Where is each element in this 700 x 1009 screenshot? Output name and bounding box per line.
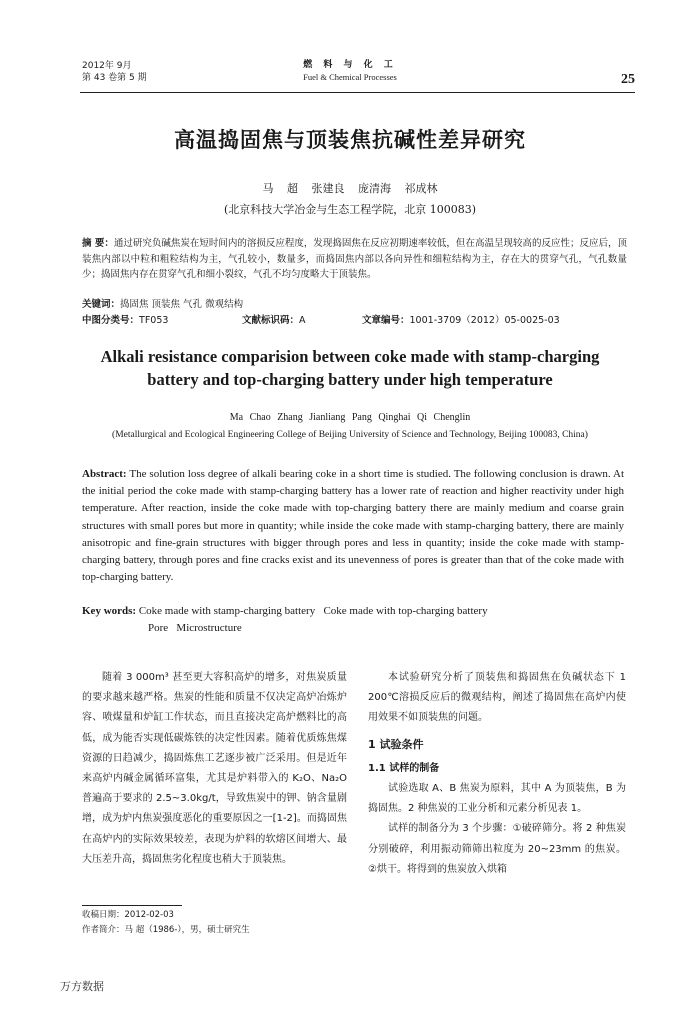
paper-title-en-line1: Alkali resistance comparision between coke made with stamp-charging [100, 347, 600, 366]
running-header-center [250, 59, 450, 83]
article-no-label: 文章编号： [362, 315, 410, 326]
footnote-author: 作者简介：马 超（1986-），男，硕士研究生 [82, 925, 250, 935]
page-number: 25 [621, 72, 635, 87]
journal-name-en: Fuel & Chemical Processes [303, 72, 397, 82]
section-heading: 1 试验条件 [368, 737, 424, 751]
keywords-en-line2: Pore Microstructure [148, 622, 242, 634]
clc-label: 中图分类号： [82, 315, 140, 326]
issue-date: 2012年 9月 [82, 61, 132, 71]
abstract-en-text: The solution loss degree of alkali bearing coke in a short time is studied. The following conclusion is drawn. At the initial period the coke made with stamp-charging battery has a lower rate of reaction and higher reactivity under high temperature. After reaction, inside the coke made with top-charging battery there are mainly medium and coarse grain structures with small pores but more in quantity; while inside the coke made with stamp-charging battery, there are mainly anisotropic and fine-grain structures with bigger through pores and less in quantity; inside the coke made with stamp-charging battery, through pores and fine cracks exist and its unevenness of pores is greater than that of the coke made with top-charging battery. [82, 468, 624, 584]
keywords-cn-label: 关键词： [82, 299, 121, 310]
keywords-en [82, 603, 624, 637]
article-no-value: 1001-3709（2012）05-0025-03 [409, 315, 560, 326]
paper-title-cn: 高温捣固焦与顶装焦抗碱性差异研究 [174, 128, 526, 152]
body-paragraph: 试验选取 A、B 焦炭为原料，其中 A 为顶装焦，B 为捣固焦。2 种焦炭的工业分析和元素分析见表 1。 [368, 783, 626, 815]
paper-title-en-line2: battery and top-charging battery under high temperature [147, 370, 553, 389]
footnote-received: 收稿日期：2012-02-03 [82, 910, 174, 920]
body-paragraph: 试样的制备分为 3 个步骤：①破碎筛分。将 2 种焦炭分别破碎，利用振动筛筛出粒度为 20~23mm 的焦炭。②烘干。将得到的焦炭放入烘箱 [368, 823, 626, 875]
authors-en: Ma Chao Zhang Jianliang Pang Qinghai Qi Chenglin [229, 412, 471, 423]
watermark: 万方数据 [60, 980, 104, 993]
keywords-cn [82, 297, 627, 312]
journal-name-cn: 燃 料 与 化 工 [303, 60, 397, 70]
abstract-cn-label: 摘 要： [82, 238, 114, 249]
classification-line [82, 313, 642, 328]
paper-title-en [0, 345, 700, 391]
affiliation-cn: (北京科技大学冶金与生态工程学院，北京 100083) [223, 203, 477, 216]
abstract-en [82, 466, 624, 586]
issue-volume: 第 43 卷第 5 期 [82, 73, 147, 83]
keywords-cn-text: 捣固焦 顶装焦 气孔 微观结构 [120, 299, 244, 310]
abstract-cn [82, 236, 627, 283]
footnote-rule [82, 905, 182, 906]
body-column-right [368, 668, 626, 880]
keywords-en-line1: Coke made with stamp-charging battery Coke made with top-charging battery [138, 605, 488, 617]
header-rule [80, 92, 635, 93]
abstract-en-label: Abstract: [82, 468, 127, 480]
running-header-left [82, 60, 147, 84]
abstract-cn-text: 通过研究负碱焦炭在短时间内的溶损反应程度，发现捣固焦在反应初期速率较低，但在高温呈现较高的反应性；反应后，顶装焦内部以中粒和粗粒结构为主，气孔较小，数量多，而捣固焦内部以各向异性和细粒结构为主，存在大的贯穿气孔，气孔数量少；捣固焦内存在贯穿气孔和细小裂纹，气孔不均匀度略大于顶装焦。 [82, 238, 627, 280]
authors-cn: 马 超 张建良 庞清海 祁成林 [262, 182, 438, 195]
body-paragraph: 随着 3 000m³ 甚至更大容积高炉的增多，对焦炭质量的要求越来越严格。焦炭的性能和质量不仅决定高炉冶炼炉容、喷煤量和炉缸工作状态，而且直接决定高炉燃料比的高低，成为能否实现低碳炼铁的决定性因素。随着优质炼焦煤资源的日趋减少，捣固炼焦工艺逐步被广泛采用。但是近年来高炉内碱金属循环富集，尤其是炉料带入的 K₂O、Na₂O 普遍高于要求的 2.5~3.0kg/t，导致焦炭中的钾、钠含量剧增，成为炉内焦炭强度恶化的重要原因之一[1-2]。而捣固焦在高炉内的实际效果较差，表现为炉料的软熔区间增大、最大压差升高，捣固焦劣化程度也稍大于顶装焦。 [82, 672, 347, 865]
body-paragraph-intro: 本试验研究分析了顶装焦和捣固焦在负碱状态下 1 200℃溶损反应后的微观结构，阐述了捣固焦在高炉内使用效果不如顶装焦的问题。 [368, 672, 626, 724]
doc-code-value: A [299, 315, 306, 326]
keywords-en-label: Key words: [82, 605, 137, 617]
affiliation-en: (Metallurgical and Ecological Engineering College of Beijing University of Science and Technology, Beijing 100083, China) [112, 430, 588, 440]
clc-value: TF053 [139, 315, 169, 326]
subsection-heading: 1.1 试样的制备 [368, 762, 440, 774]
body-column-left [82, 668, 347, 870]
doc-code-label: 文献标识码： [242, 315, 300, 326]
